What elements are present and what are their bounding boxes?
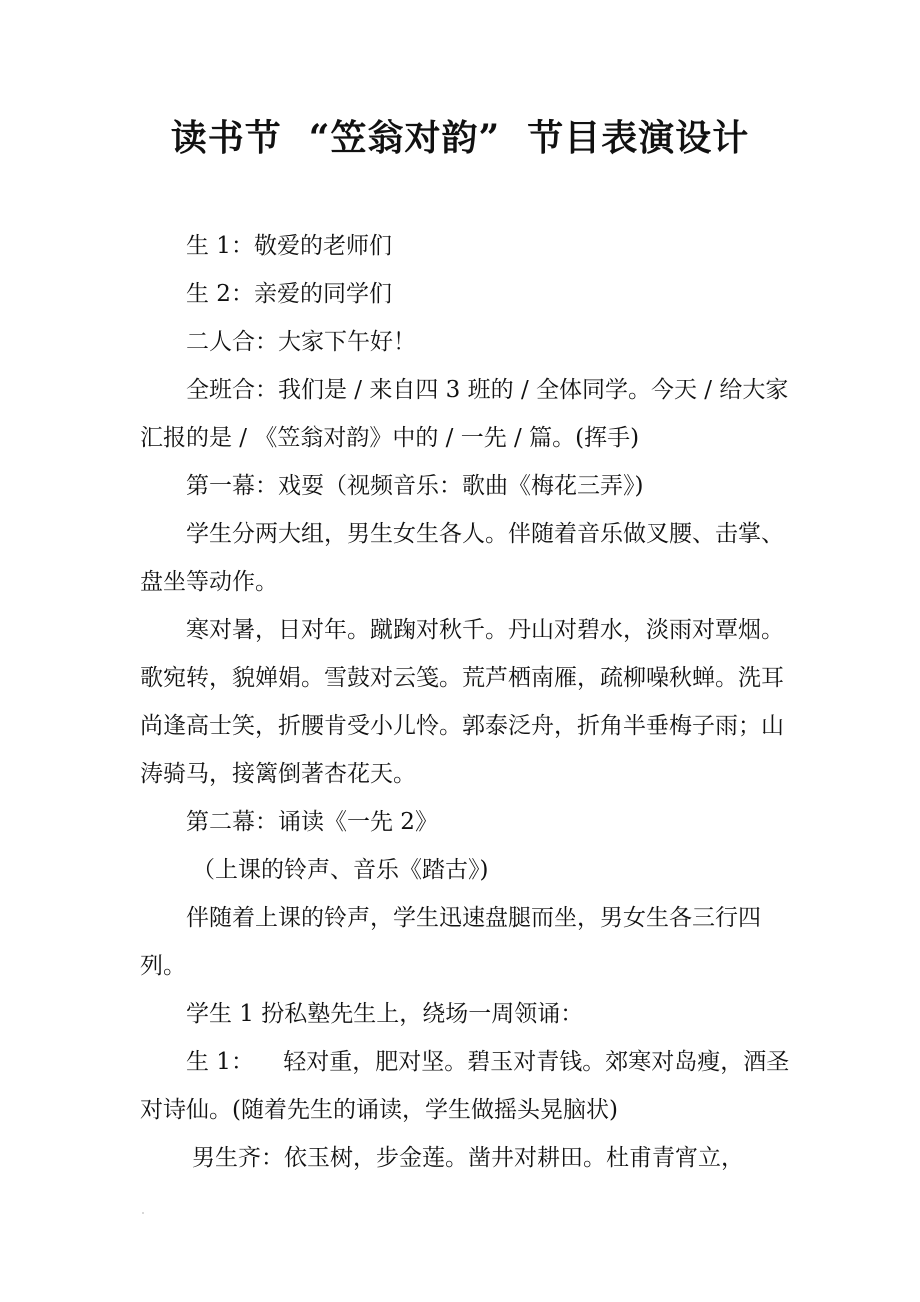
paragraph-act-two-description: 伴随着上课的铃声，学生迅速盘腿而坐，男女生各三行四列。: [140, 905, 761, 979]
document-body: [140, 222, 790, 1182]
paragraph-act-one-description: 学生分两大组，男生女生各人。伴随着音乐做叉腰、击掌、盘坐等动作。: [140, 521, 784, 595]
paragraph-act-two-music: （上课的铃声、音乐《踏古》): [192, 857, 489, 883]
paragraph-act-one-heading: 第一幕：戏耍（视频音乐：歌曲《梅花三弄》): [186, 473, 644, 499]
paragraph-student2-greeting: 生 2：亲爱的同学们: [186, 281, 392, 307]
document-title: 读书节 “笠翁对韵” 节目表演设计: [170, 117, 750, 159]
paragraph-duo-greeting: 二人合：大家下午好！: [186, 329, 416, 355]
paragraph-boys-recitation: 男生齐：依玉树，步金莲。凿井对耕田。杜甫青宵立，: [192, 1145, 744, 1171]
paragraph-act-one-verse: 寒对暑，日对年。蹴踘对秋千。丹山对碧水，淡雨对覃烟。歌宛转，貌婵娟。雪鼓对云笺。荒芦栖南雁，疏柳噪秋蝉。洗耳尚逢高士笑，折腰肯受小儿怜。郭泰泛舟，折角半垂梅子雨；山涛骑马，接篱倒著杏花天。: [140, 617, 784, 787]
paragraph-student1-greeting: 生 1：敬爱的老师们: [186, 233, 392, 259]
paragraph-act-two-heading: 第二幕：诵读《一先 2》: [186, 809, 438, 835]
scan-speck: [142, 1212, 144, 1214]
paragraph-class-intro: 全班合：我们是 / 来自四 3 班的 / 全体同学。今天 / 给大家汇报的是 / 《笠翁对韵》中的 / 一先 / 篇。(挥手): [140, 377, 789, 451]
paragraph-teacher-role: 学生 1 扮私塾先生上，绕场一周领诵：: [186, 1001, 584, 1027]
paragraph-student1-recitation: 生 1： 轻对重，肥对坚。碧玉对青钱。郊寒对岛瘦，酒圣对诗仙。(随着先生的诵读，学生做摇头晃脑状): [140, 1049, 790, 1123]
